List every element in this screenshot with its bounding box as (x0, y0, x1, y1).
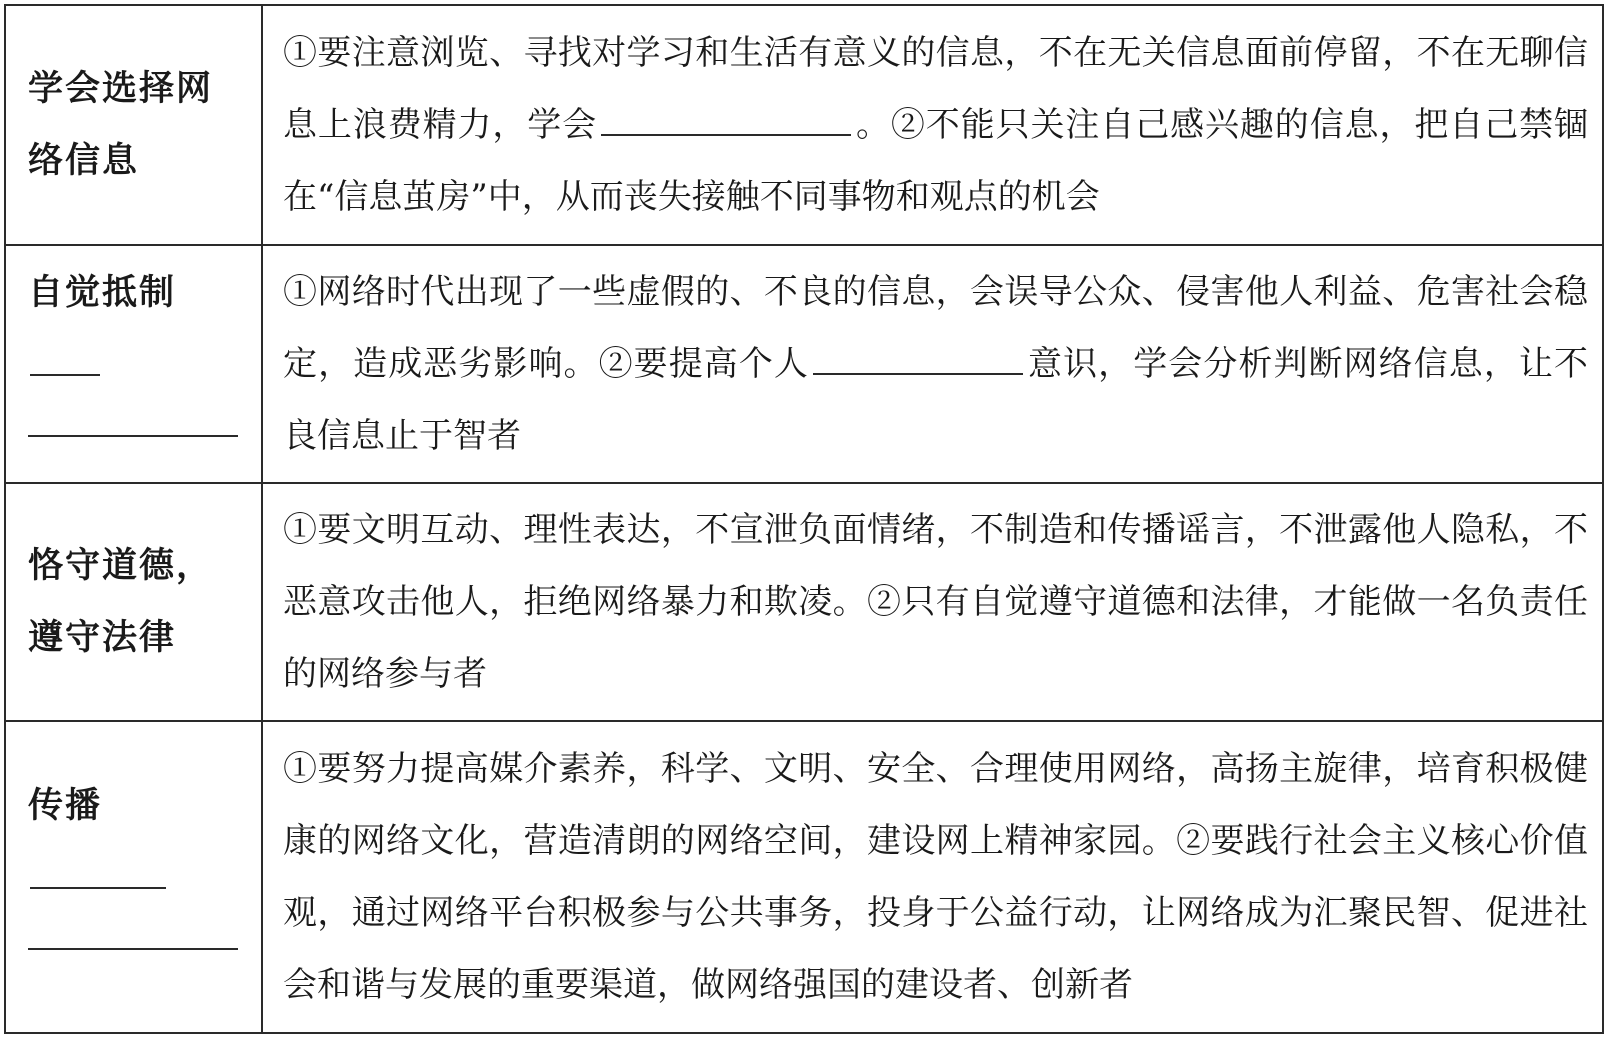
row-content-cell (263, 246, 1602, 482)
knowledge-table (4, 4, 1604, 1034)
content-text-part: ①要注意浏览、寻找对学习和生活有意义的信息，不在无关信息面前停留，不在无聊信息上浪费精力，学会 (283, 33, 1588, 145)
row-content-cell (263, 722, 1602, 1032)
row-label-cell (6, 722, 263, 1032)
row-label (28, 257, 243, 401)
row-label (28, 770, 243, 914)
fill-in-blank[interactable] (813, 343, 1023, 375)
row-content-cell (263, 484, 1602, 720)
table-row (6, 246, 1602, 484)
fill-in-blank[interactable] (28, 401, 238, 437)
row-label-text: 自觉抵制 (28, 273, 177, 313)
row-content: ①要文明互动、理性表达，不宣泄负面情绪，不制造和传播谣言，不泄露他人隐私，不恶意攻击他人，拒绝网络暴力和欺凌。②只有自觉遵守道德和法律，才能做一名负责任的网络参与者 (283, 510, 1588, 694)
row-label-cell (6, 484, 263, 720)
content-text-part: 意识，学会分析判断网络信息，让不良信息止于智者 (283, 344, 1588, 456)
content-text-part: ①网络时代出现了一些虚假的、不良的信息，会误导公众、侵害他人利益、危害社会稳定，造成恶劣影响。②要提高个人 (283, 272, 1588, 384)
content-text-part: 。②不能只关注自己感兴趣的信息，把自己禁锢在“信息茧房”中，从而丧失接触不同事物和观点的机会 (283, 105, 1589, 217)
fill-in-blank[interactable] (601, 104, 851, 136)
row-content-cell (263, 6, 1602, 244)
row-label-cell (6, 6, 263, 244)
row-content (283, 17, 1588, 233)
row-content: ①要努力提高媒介素养，科学、文明、安全、合理使用网络，高扬主旋律，培育积极健康的网络文化，营造清朗的网络空间，建设网上精神家园。②要践行社会主义核心价值观，通过网络平台积极参与公共事务，投身于公益行动，让网络成为汇聚民智、促进社会和谐与发展的重要渠道，做网络强国的建设者、创新者 (283, 749, 1588, 1005)
table-row (6, 6, 1602, 246)
row-content (283, 256, 1588, 472)
fill-in-blank[interactable] (30, 344, 100, 376)
table-row (6, 484, 1602, 722)
fill-in-blank[interactable] (28, 914, 238, 950)
table-row (6, 722, 1602, 1032)
row-label-text: 传播 (28, 786, 103, 826)
fill-in-blank[interactable] (30, 857, 166, 889)
row-label: 恪守道德，遵守法律 (28, 546, 214, 658)
row-label-cell (6, 246, 263, 482)
row-label: 学会选择网络信息 (28, 69, 214, 181)
